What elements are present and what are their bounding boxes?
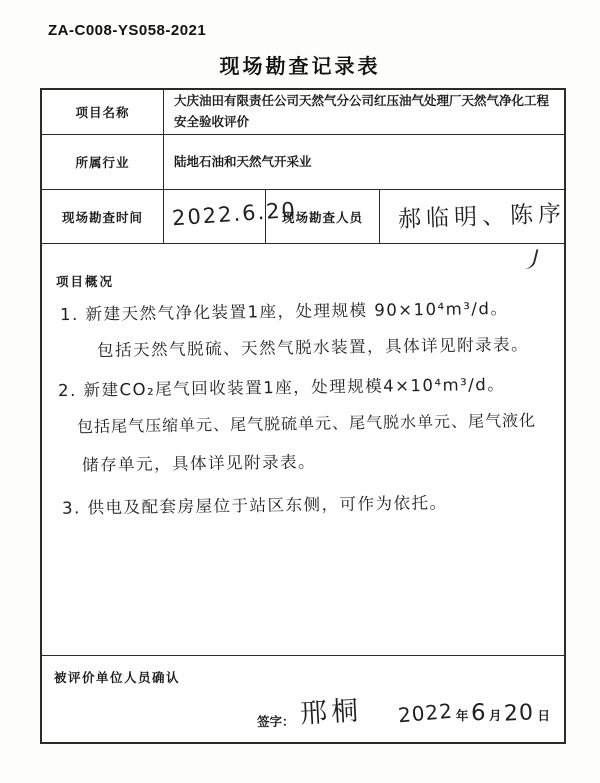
confirmation-date [398, 700, 550, 726]
project-name-label: 项目名称 [75, 106, 130, 120]
record-table [40, 88, 566, 744]
overview-handwritten-line: 包括天然气脱硫、天然气脱水装置，具体详见附录表。 [96, 334, 530, 361]
survey-time-label: 现场勘查时间 [61, 210, 143, 225]
signature-label: 签字： [257, 715, 295, 729]
overview-handwritten-line: 1. 新建天然气净化装置1座，处理规模 90×10⁴m³/d。 [59, 298, 509, 325]
industry-row [42, 135, 564, 190]
handwritten-signature: 邢桐 [299, 695, 363, 730]
overview-label: 项目概况 [56, 275, 115, 289]
industry-label: 所属行业 [75, 156, 130, 170]
document-code: ZA-C008-YS058-2021 [48, 22, 207, 39]
day-label: 日 [537, 709, 550, 723]
month-label: 月 [488, 709, 502, 723]
handwritten-day: 20 [503, 700, 536, 727]
year-label: 年 [455, 709, 469, 723]
survey-time-handwritten-value: 2022.6.20 [171, 197, 298, 231]
overview-handwritten-line: 包括尾气压缩单元、尾气脱硫单元、尾气脱水单元、尾气液化 [76, 410, 537, 437]
page-title: 现场勘查记录表 [219, 56, 381, 78]
confirmation-row [42, 656, 564, 742]
survey-time-value-cell [163, 190, 298, 243]
survey-personnel-label: 现场勘查人员 [265, 190, 379, 243]
project-name-value: 大庆油田有限责任公司天然气分公司红压油气处理厂天然气净化工程安全验收评价 [163, 90, 564, 134]
overview-row [42, 244, 564, 656]
confirmation-label: 被评价单位人员确认 [54, 671, 181, 685]
handwritten-month: 6 [470, 699, 487, 727]
stray-pen-mark [523, 247, 538, 271]
project-name-row [42, 90, 564, 135]
survey-personnel-handwritten-value: 郝临明、陈序 [397, 201, 567, 233]
overview-handwritten-line: 3. 供电及配套房屋位于站区东侧，可作为依托。 [61, 493, 448, 518]
survey-row [42, 190, 567, 244]
overview-handwritten-line: 2. 新建CO₂尾气回收装置1座，处理规模4×10⁴m³/d。 [57, 374, 506, 401]
handwritten-year: 2022 [396, 698, 454, 728]
industry-value: 陆地石油和天然气开采业 [163, 135, 564, 189]
overview-handwritten-line: 储存单元，具体详见附录表。 [81, 452, 317, 475]
survey-personnel-value-cell [379, 190, 567, 243]
